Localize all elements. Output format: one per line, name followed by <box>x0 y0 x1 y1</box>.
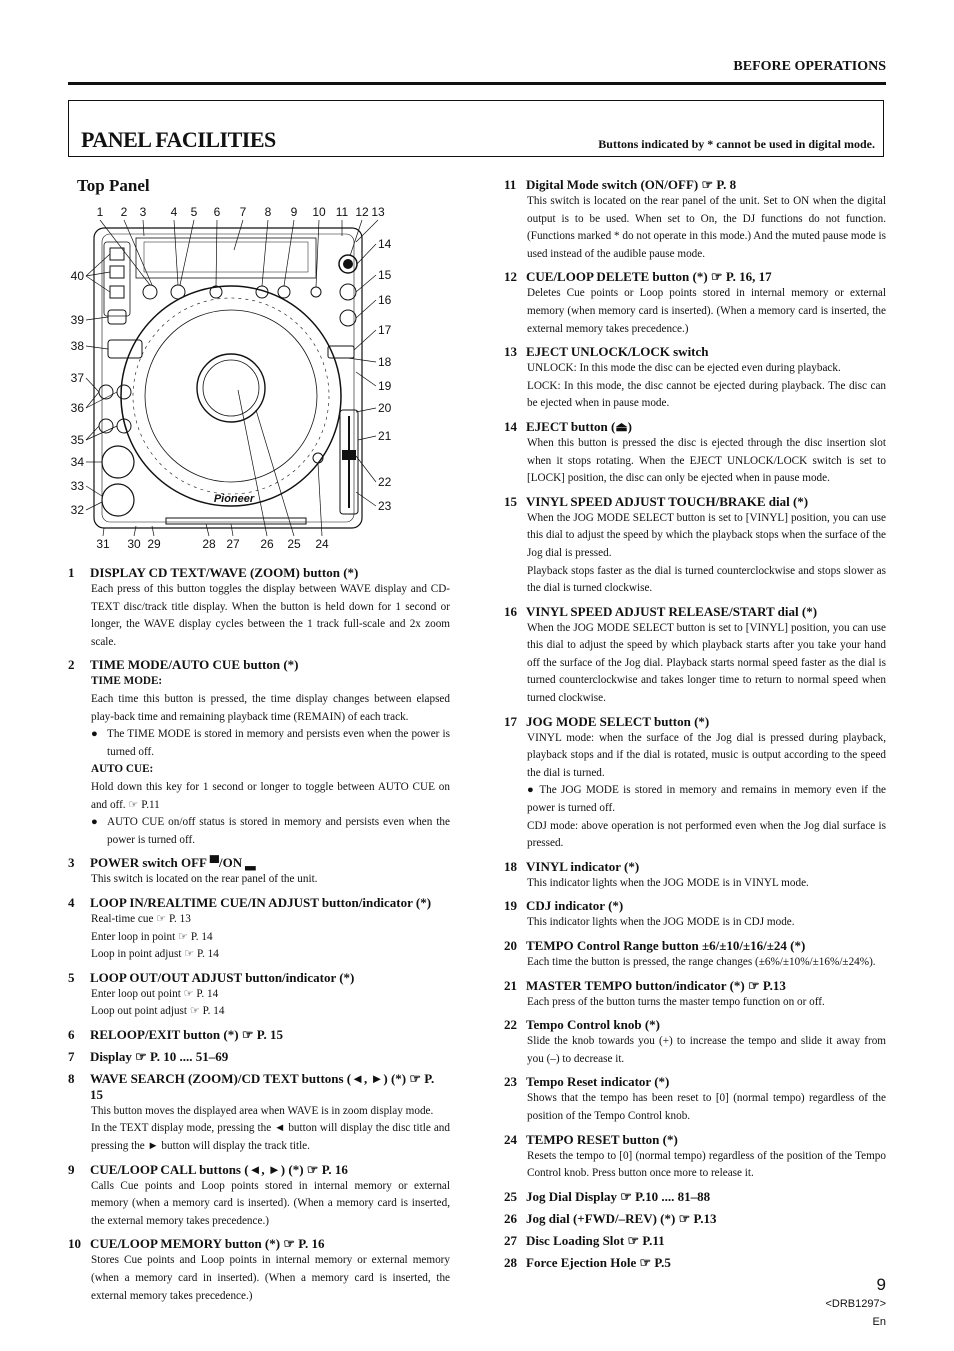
callout-7: 7 <box>239 205 247 219</box>
item-number: 11 <box>504 177 517 192</box>
item-number: 18 <box>504 858 517 874</box>
callout-9: 9 <box>290 205 298 219</box>
callout-10: 10 <box>312 205 326 219</box>
callout-23: 23 <box>378 499 392 513</box>
item-number: 14 <box>504 418 517 434</box>
item-heading <box>504 1255 886 1271</box>
item-10 <box>68 1236 450 1305</box>
item-body: Each press of this button toggles the display between WAVE display and CD-TEXT disc/track title display. When the button is held down for 1 second or longer, the WAVE display cycles between the 1 track full-scale and 2x zoom scale. <box>91 583 450 648</box>
page-title: PANEL FACILITIES <box>81 127 276 152</box>
item-number: 2 <box>68 657 75 673</box>
item-title: Jog dial (+FWD/–REV) (*) ☞ P.13 <box>526 1210 717 1226</box>
item-heading <box>68 565 450 581</box>
item-11 <box>504 177 886 263</box>
item-1 <box>68 565 450 651</box>
callout-39: 39 <box>70 313 84 327</box>
callout-2: 2 <box>120 205 128 219</box>
item-heading <box>68 1071 450 1103</box>
item-heading <box>504 494 886 510</box>
left-column <box>68 565 450 1311</box>
item-body: Loop out point adjust ☞ P. 14 <box>91 1005 225 1018</box>
item-heading <box>504 344 886 360</box>
item-body: CDJ mode: above operation is not performed even when the Jog dial surface is pressed. <box>527 819 886 850</box>
item-5 <box>68 970 450 1021</box>
item-number: 21 <box>504 977 517 993</box>
callout-30: 30 <box>127 537 141 551</box>
item-body: Each press of the button turns the master tempo function on or off. <box>527 995 825 1008</box>
item-heading <box>504 1189 886 1205</box>
item-number: 12 <box>504 269 517 285</box>
callout-3: 3 <box>139 205 147 219</box>
item-heading <box>504 714 886 730</box>
callout-11: 11 <box>335 205 349 219</box>
item-number: 9 <box>68 1161 75 1177</box>
top-panel-diagram <box>66 200 402 555</box>
item-number: 6 <box>68 1026 75 1042</box>
callout-20: 20 <box>378 401 392 415</box>
item-body: Shows that the tempo has been reset to [0] (normal tempo) regardless of the position of the Tempo Control knob. <box>527 1092 886 1122</box>
item-body: VINYL mode: when the surface of the Jog dial is pressed during playback, playback stops and if the dial is rotated, music is output according to the speed the dial is turned. <box>527 731 886 779</box>
item-body: When this button is pressed the disc is ejected through the disc insertion slot when it stops rotating. When the EJECT UNLOCK/LOCK switch is set to [LOCK] position, the disc can only be ejected when in pause mode. <box>527 436 886 485</box>
item-number: 8 <box>68 1070 75 1086</box>
item-number: 19 <box>504 898 517 914</box>
bullet-text: AUTO CUE on/off status is stored in memory and persists even when the power is turned off. <box>107 816 450 846</box>
item-title: LOOP OUT/OUT ADJUST button/indicator (*) <box>90 969 355 985</box>
callout-27: 27 <box>226 537 240 551</box>
sub-label: AUTO CUE: <box>91 763 154 776</box>
header-rule <box>68 82 886 85</box>
item-22 <box>504 1017 886 1068</box>
item-number: 4 <box>68 894 75 910</box>
item-title: RELOOP/EXIT button (*) ☞ P. 15 <box>90 1026 283 1042</box>
sub-label: TIME MODE: <box>91 675 163 688</box>
item-title: CUE/LOOP DELETE button (*) ☞ P. 16, 17 <box>526 269 772 285</box>
item-body: Enter loop in point ☞ P. 14 <box>91 930 213 943</box>
item-body: Resets the tempo to [0] (normal tempo) regardless of the position of the Tempo Control knob. Press button once more to release it. <box>527 1149 886 1180</box>
item-body: This indicator lights when the JOG MODE is in VINYL mode. <box>527 876 809 889</box>
item-body: Real-time cue ☞ P. 13 <box>91 912 191 925</box>
callout-14: 14 <box>378 237 392 251</box>
item-title: Disc Loading Slot ☞ P.11 <box>526 1232 665 1248</box>
item-number: 13 <box>504 344 517 360</box>
item-title: POWER switch OFF ▀/ON ▂ <box>90 855 256 871</box>
callout-33: 33 <box>70 479 84 493</box>
callout-12: 12 <box>355 205 369 219</box>
item-24 <box>504 1132 886 1183</box>
item-title: JOG MODE SELECT button (*) <box>526 713 710 729</box>
item-body: In the TEXT display mode, pressing the ◄ button will display the disc title and pressing the ► button will display the track title. <box>91 1122 450 1153</box>
item-28 <box>504 1255 886 1271</box>
item-number: 26 <box>504 1210 517 1226</box>
callout-25: 25 <box>287 537 301 551</box>
item-number: 1 <box>68 565 75 580</box>
item-6 <box>68 1027 450 1043</box>
item-body: This switch is located on the rear panel of the unit. Set to ON when the digital output is to be used. When set to On, the DJ functions do not function. (Functions marked * do not operate in this mode.) And the muted pause mode is used instead of the audible pause mode. <box>527 195 886 260</box>
callout-17: 17 <box>378 323 392 337</box>
item-body: Slide the knob towards you (+) to increase the tempo and slide it away from you (–) to decrease it. <box>527 1035 886 1065</box>
item-number: 22 <box>504 1017 517 1033</box>
item-body: This switch is located on the rear panel of the unit. <box>91 873 318 886</box>
language-code: En <box>872 1316 886 1328</box>
document-code: <DRB1297> <box>825 1298 886 1310</box>
item-12 <box>504 269 886 338</box>
page-number: 9 <box>876 1275 886 1294</box>
section-header: BEFORE OPERATIONS <box>733 59 886 74</box>
item-body: Calls Cue points and Loop points stored in internal memory or external memory (when a memory card is inserted). (When a memory card is inserted, the external memory takes precedence.) <box>91 1179 450 1227</box>
item-heading <box>504 938 886 954</box>
item-number: 28 <box>504 1254 517 1270</box>
item-number: 23 <box>504 1074 517 1090</box>
item-body: Stores Cue points and Loop points in internal memory or external memory (when a memory card in inserted). (When a memory card is inserted, the external memory takes precedence.) <box>91 1254 450 1302</box>
item-heading <box>504 604 886 620</box>
item-title: DISPLAY CD TEXT/WAVE (ZOOM) button (*) <box>90 565 359 580</box>
item-body: Deletes Cue points or Loop points stored in internal memory or external memory (when memory card is inserted). (When a memory card is inserted, the external memory takes precedence.) <box>527 287 886 335</box>
callout-6: 6 <box>213 205 221 219</box>
item-number: 20 <box>504 938 517 953</box>
item-heading <box>68 855 450 871</box>
item-title: MASTER TEMPO button/indicator (*) ☞ P.13 <box>526 977 786 993</box>
item-title: EJECT UNLOCK/LOCK switch <box>526 344 709 360</box>
item-20 <box>504 938 886 972</box>
item-number: 17 <box>504 713 517 729</box>
item-heading <box>504 898 886 914</box>
item-body: Hold down this key for 1 second or longer to toggle between AUTO CUE on and off. ☞ P.11 <box>91 780 450 811</box>
callout-18: 18 <box>378 355 392 369</box>
item-number: 10 <box>68 1236 81 1252</box>
item-title: TEMPO Control Range button ±6/±10/±16/±24 (*) <box>526 938 806 953</box>
callout-16: 16 <box>378 293 392 307</box>
item-3 <box>68 855 450 889</box>
callout-24: 24 <box>315 537 329 551</box>
right-column <box>504 177 886 1277</box>
callout-19: 19 <box>378 379 392 393</box>
bullet-icon: ● <box>91 728 98 741</box>
item-27 <box>504 1233 886 1249</box>
item-16 <box>504 604 886 708</box>
item-body: This indicator lights when the JOG MODE is in CDJ mode. <box>527 916 795 929</box>
item-title: TIME MODE/AUTO CUE button (*) <box>90 657 299 673</box>
callout-36: 36 <box>70 401 84 415</box>
callout-4: 4 <box>170 205 178 219</box>
callout-28: 28 <box>202 537 216 551</box>
item-18 <box>504 859 886 893</box>
item-7 <box>68 1049 450 1065</box>
callout-37: 37 <box>70 371 84 385</box>
item-title: VINYL SPEED ADJUST RELEASE/START dial (*) <box>526 603 818 619</box>
item-body: ● The JOG MODE is stored in memory and remains in memory even if the power is turned off. <box>527 784 886 815</box>
callout-8: 8 <box>264 205 272 219</box>
item-heading <box>504 177 886 193</box>
item-13 <box>504 344 886 413</box>
item-15 <box>504 494 886 598</box>
bullet-note <box>68 814 450 849</box>
brand-logo: Pioneer <box>213 493 255 505</box>
item-number: 27 <box>504 1232 517 1248</box>
item-26 <box>504 1211 886 1227</box>
callout-5: 5 <box>190 205 198 219</box>
item-14 <box>504 419 886 488</box>
title-box <box>68 100 884 157</box>
item-21 <box>504 978 886 1012</box>
item-title: TEMPO RESET button (*) <box>526 1131 678 1147</box>
item-body: Playback stops faster as the dial is turned counterclockwise and stops slower as the dial is turned clockwise. <box>527 564 886 595</box>
item-title: EJECT button (⏏) <box>526 418 632 434</box>
item-heading <box>68 1162 450 1178</box>
item-title: Jog Dial Display ☞ P.10 .... 81–88 <box>526 1188 711 1204</box>
item-title: Display ☞ P. 10 .... 51–69 <box>90 1048 229 1064</box>
item-title: Digital Mode switch (ON/OFF) ☞ P. 8 <box>526 177 737 192</box>
item-title: Tempo Reset indicator (*) <box>526 1074 670 1090</box>
callout-32: 32 <box>70 503 84 517</box>
item-heading <box>68 1027 450 1043</box>
item-heading <box>68 1049 450 1065</box>
bullet-note <box>68 726 450 761</box>
callout-35: 35 <box>70 433 84 447</box>
callout-13: 13 <box>371 205 385 219</box>
item-heading <box>504 1211 886 1227</box>
item-body: When the JOG MODE SELECT button is set to [VINYL] position, you can use this dial to adjust the speed by which the playback stops when the surface of the Jog dial is pressed. <box>527 511 886 559</box>
item-body: Each time the button is pressed, the range changes (±6%/±10%/±16%/±24%). <box>527 956 876 968</box>
item-number: 25 <box>504 1188 517 1204</box>
item-heading <box>504 978 886 994</box>
bullet-icon: ● <box>91 816 98 829</box>
callout-26: 26 <box>260 537 274 551</box>
callout-38: 38 <box>70 339 84 353</box>
item-title: VINYL SPEED ADJUST TOUCH/BRAKE dial (*) <box>526 493 809 509</box>
title-note: Buttons indicated by * cannot be used in digital mode. <box>598 137 875 151</box>
item-heading <box>504 859 886 875</box>
item-4 <box>68 895 450 964</box>
item-number: 15 <box>504 493 517 509</box>
callout-34: 34 <box>70 455 84 469</box>
item-body: UNLOCK: In this mode the disc can be ejected even during playback. <box>527 362 841 375</box>
item-number: 5 <box>68 969 75 985</box>
item-heading <box>504 1132 886 1148</box>
item-body: This button moves the displayed area when WAVE is in zoom display mode. <box>91 1104 434 1117</box>
item-title: LOOP IN/REALTIME CUE/IN ADJUST button/indicator (*) <box>90 894 432 910</box>
item-heading <box>504 269 886 285</box>
item-heading <box>504 1017 886 1033</box>
item-2 <box>68 657 450 849</box>
item-number: 16 <box>504 603 517 619</box>
item-heading <box>504 419 886 435</box>
item-number: 24 <box>504 1131 517 1147</box>
item-title: WAVE SEARCH (ZOOM)/CD TEXT buttons (◄, ►) (*) ☞ P. 15 <box>90 1070 435 1102</box>
item-body: Each time this button is pressed, the time display changes between elapsed play-back time and remaining playback time (REMAIN) of each track. <box>91 692 450 723</box>
item-heading <box>68 657 450 673</box>
bullet-text: The TIME MODE is stored in memory and persists even when the power is turned off. <box>107 728 450 758</box>
item-heading <box>504 1233 886 1249</box>
item-heading <box>68 1236 450 1252</box>
item-19 <box>504 898 886 932</box>
callout-15: 15 <box>378 268 392 282</box>
callout-21: 21 <box>378 429 392 443</box>
item-number: 7 <box>68 1048 75 1064</box>
item-title: CUE/LOOP MEMORY button (*) ☞ P. 16 <box>90 1236 325 1252</box>
item-title: VINYL indicator (*) <box>526 858 640 874</box>
callout-1: 1 <box>96 205 104 219</box>
item-title: Force Ejection Hole ☞ P.5 <box>526 1254 671 1270</box>
item-heading <box>504 1074 886 1090</box>
callout-22: 22 <box>378 475 392 489</box>
item-8 <box>68 1071 450 1156</box>
item-number: 3 <box>68 855 75 871</box>
item-title: Tempo Control knob (*) <box>526 1017 660 1033</box>
item-23 <box>504 1074 886 1125</box>
item-title: CDJ indicator (*) <box>526 898 624 914</box>
item-title: CUE/LOOP CALL buttons (◄, ►) (*) ☞ P. 16 <box>90 1161 348 1177</box>
item-body: Enter loop out point ☞ P. 14 <box>91 987 219 1000</box>
callout-31: 31 <box>96 537 110 551</box>
item-body: When the JOG MODE SELECT button is set to [VINYL] position, you can use this dial to adjust the speed by which playback starts after you take your hand off the surface of the Jog dial. Playback starts normal speed faster as the dial is turned counterclockwise and takes longer time to return to normal speed when turned clockwise. <box>527 621 886 705</box>
top-panel-heading: Top Panel <box>77 176 150 195</box>
item-body: LOCK: In this mode, the disc cannot be ejected during playback. The disc can be ejected when in pause mode. <box>527 379 886 410</box>
item-25 <box>504 1189 886 1205</box>
item-body: Loop in point adjust ☞ P. 14 <box>91 948 219 961</box>
item-17 <box>504 714 886 853</box>
callout-40: 40 <box>70 269 84 283</box>
item-9 <box>68 1162 450 1231</box>
item-heading <box>68 895 450 911</box>
item-heading <box>68 970 450 986</box>
callout-29: 29 <box>147 537 161 551</box>
